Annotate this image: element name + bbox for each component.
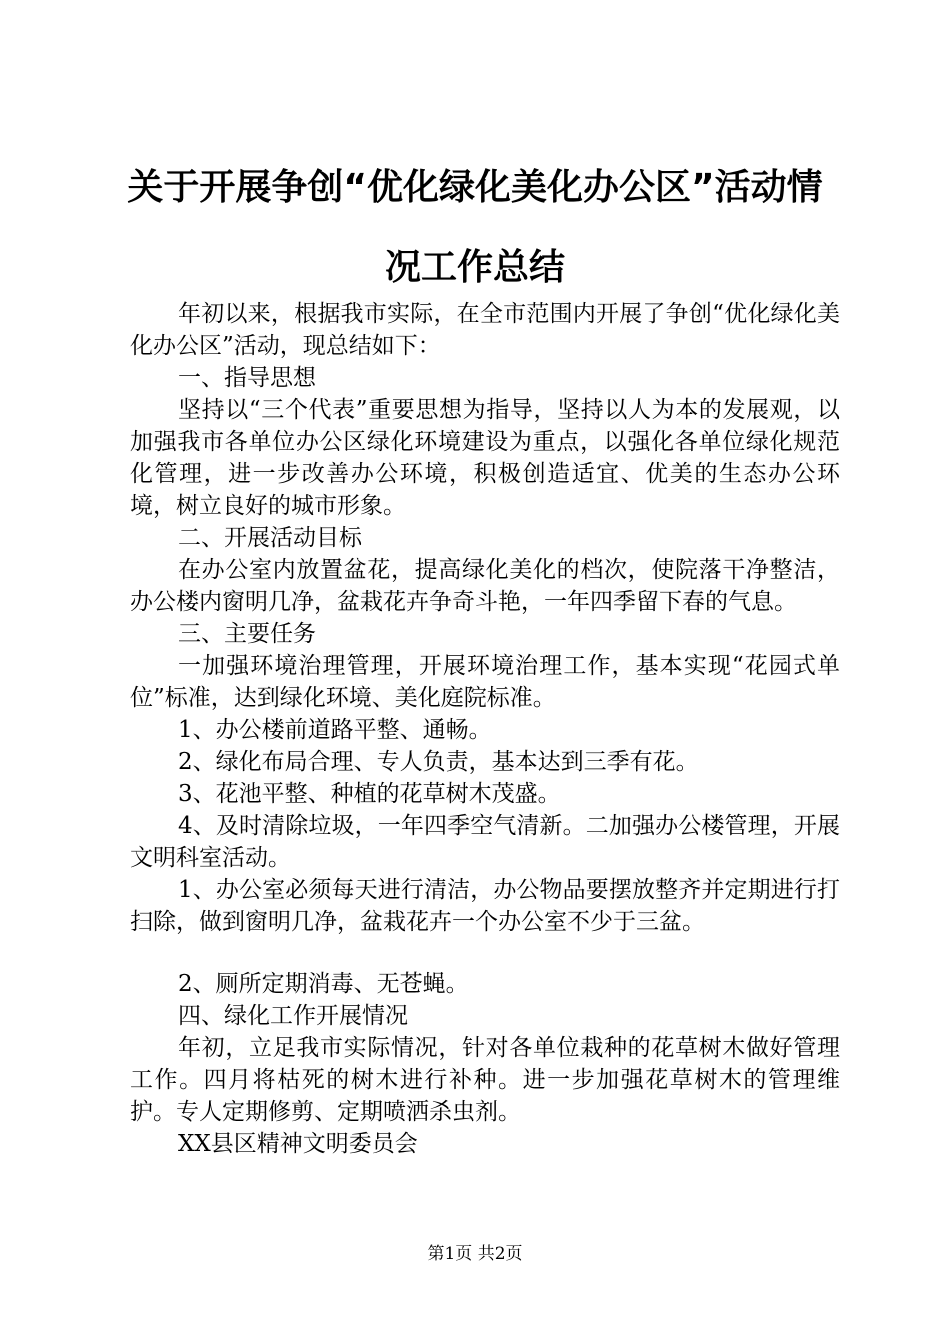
task-item-1: 1、办公楼前道路平整、通畅。 (178, 717, 492, 743)
section-heading-activity-goals: 二、开展活动目标 (178, 525, 362, 551)
section-heading-greening-status: 四、绿化工作开展情况 (178, 1003, 408, 1029)
task-item-2: 2、绿化布局合理、专人负责，基本达到三季有花。 (178, 749, 699, 775)
task-item-4: 4、及时清除垃圾，一年四季空气清新。二加强办公楼管理，开展文明科室活动。 (130, 813, 840, 871)
section-heading-main-tasks: 三、主要任务 (178, 621, 316, 647)
document-title-line-2: 况工作总结 (384, 247, 565, 288)
main-tasks-paragraph: 一加强环境治理管理，开展环境治理工作，基本实现“花园式单位”标准，达到绿化环境、美化庭院标准。 (130, 653, 840, 711)
document-body (130, 298, 840, 1160)
office-item-2: 2、厕所定期消毒、无苍蝇。 (178, 971, 469, 997)
activity-goals-paragraph: 在办公室内放置盆花，提高绿化美化的档次，使院落干净整洁，办公楼内窗明几净，盆栽花卉争奇斗艳，一年四季留下春的气息。 (130, 557, 840, 615)
office-item-1: 1、办公室必须每天进行清洁，办公物品要摆放整齐并定期进行打扫除，做到窗明几净，盆栽花卉一个办公室不少于三盆。 (130, 877, 840, 935)
signature-organization: XX县区精神文明委员会 (178, 1131, 418, 1157)
guiding-thought-paragraph: 坚持以“三个代表”重要思想为指导，坚持以人为本的发展观，以加强我市各单位办公区绿化环境建设为重点，以强化各单位绿化规范化管理，进一步改善办公环境，积极创造适宜、优美的生态办公环境，树立良好的城市形象。 (130, 397, 840, 519)
task-item-3: 3、花池平整、种植的花草树木茂盛。 (178, 781, 561, 807)
greening-status-paragraph: 年初，立足我市实际情况，针对各单位栽种的花草树木做好管理工作。四月将枯死的树木进行补种。进一步加强花草树木的管理维护。专人定期修剪、定期喷洒杀虫剂。 (130, 1035, 840, 1125)
section-heading-guiding-thought: 一、指导思想 (178, 365, 316, 391)
page-number-footer: 第1页 共2页 (427, 1244, 523, 1264)
document-title-line-1: 关于开展争创“优化绿化美化办公区”活动情 (127, 167, 823, 208)
intro-paragraph: 年初以来，根据我市实际，在全市范围内开展了争创“优化绿化美化办公区”活动，现总结如下： (130, 301, 840, 359)
